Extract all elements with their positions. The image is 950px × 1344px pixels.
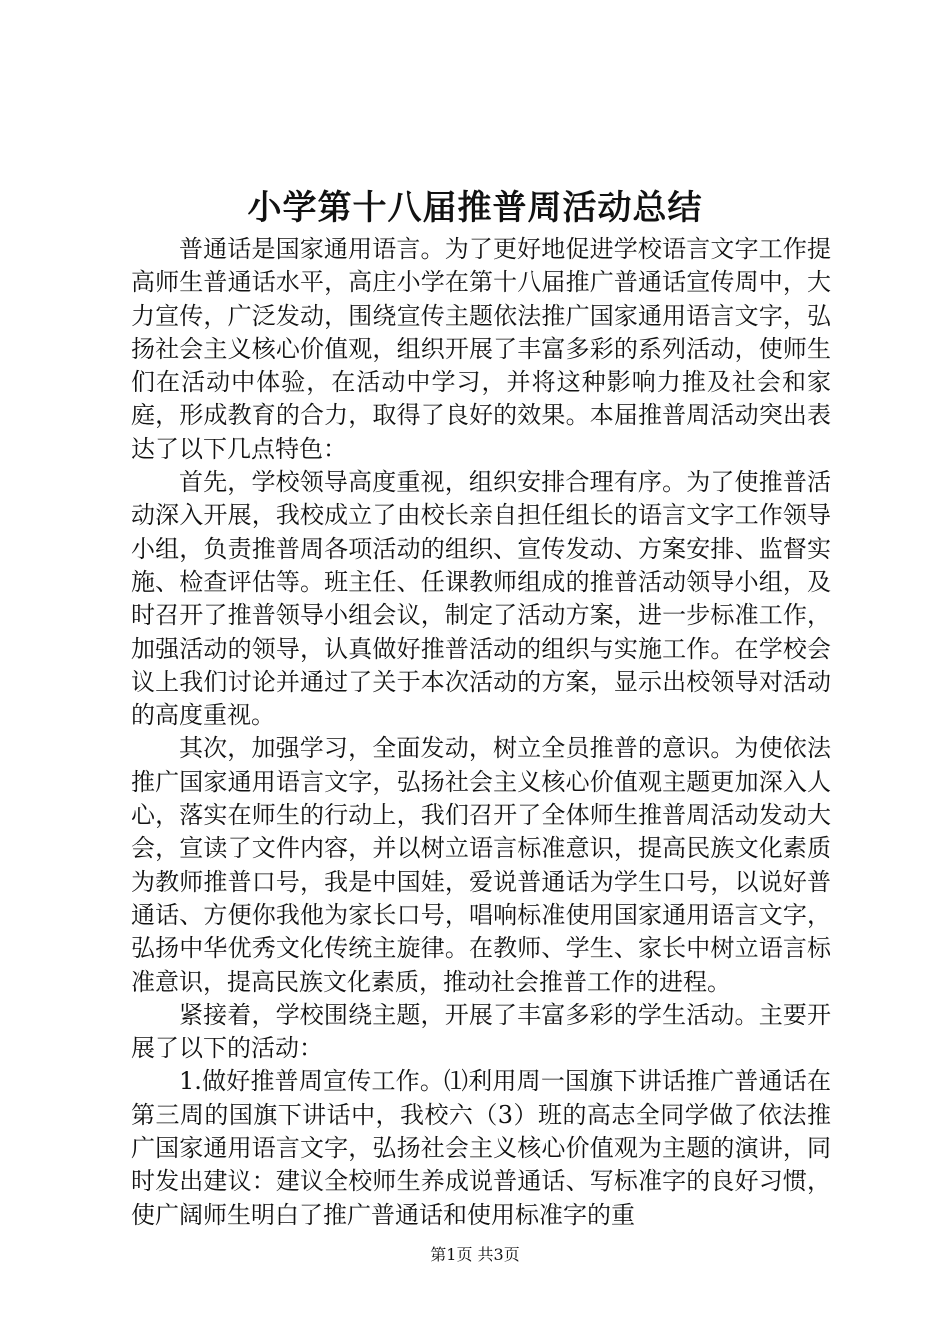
paragraph-leadership: 首先，学校领导高度重视，组织安排合理有序。为了使推普活动深入开展，我校成立了由校长亲自担任组长的语言文字工作领导小组，负责推普周各项活动的组织、宣传发动、方案安排、监督实施、检查评估等。班主任、任课教师组成的推普活动领导小组，及时召开了推普领导小组会议，制定了活动方案，进一步标准工作，加强活动的领导，认真做好推普活动的组织与实施工作。在学校会议上我们讨论并通过了关于本次活动的方案，显示出校领导对活动的高度重视。 xyxy=(131,468,831,730)
paragraph-intro: 普通话是国家通用语言。为了更好地促进学校语言文字工作提高师生普通话水平，高庄小学在第十八届推广普通话宣传周中，大力宣传，广泛发动，围绕宣传主题依法推广国家通用语言文字，弘扬社会主义核心价值观，组织开展了丰富多彩的系列活动，使师生们在活动中体验，在活动中学习，并将这种影响力推及社会和家庭，形成教育的合力，取得了良好的效果。本届推普周活动突出表达了以下几点特色： xyxy=(131,235,831,463)
page-number-footer: 第1页 共3页 xyxy=(430,1245,520,1264)
paragraph-mobilization: 其次，加强学习，全面发动，树立全员推普的意识。为使依法推广国家通用语言文字，弘扬社会主义核心价值观主题更加深入人心，落实在师生的行动上，我们召开了全体师生推普周活动发动大会，宣读了文件内容，并以树立语言标准意识，提高民族文化素质为教师推普口号，我是中国娃，爱说普通话为学生口号，以说好普通话、方便你我他为家长口号，唱响标准使用国家通用语言文字，弘扬中华优秀文化传统主旋律。在教师、学生、家长中树立语言标准意识，提高民族文化素质，推动社会推普工作的进程。 xyxy=(131,734,831,996)
document-body xyxy=(131,233,831,1232)
paragraph-activities-intro: 紧接着，学校围绕主题，开展了丰富多彩的学生活动。主要开展了以下的活动： xyxy=(131,1000,831,1063)
document-title: 小学第十八届推普周活动总结 xyxy=(247,188,703,228)
paragraph-activity-1: 1.做好推普周宣传工作。⑴利用周一国旗下讲话推广普通话在第三周的国旗下讲话中，我校六（3）班的高志全同学做了依法推广国家通用语言文字，弘扬社会主义核心价值观为主题的演讲，同时发出建议：建议全校师生养成说普通话、写标准字的良好习惯，使广阔师生明白了推广普通话和使用标准字的重 xyxy=(131,1067,831,1229)
